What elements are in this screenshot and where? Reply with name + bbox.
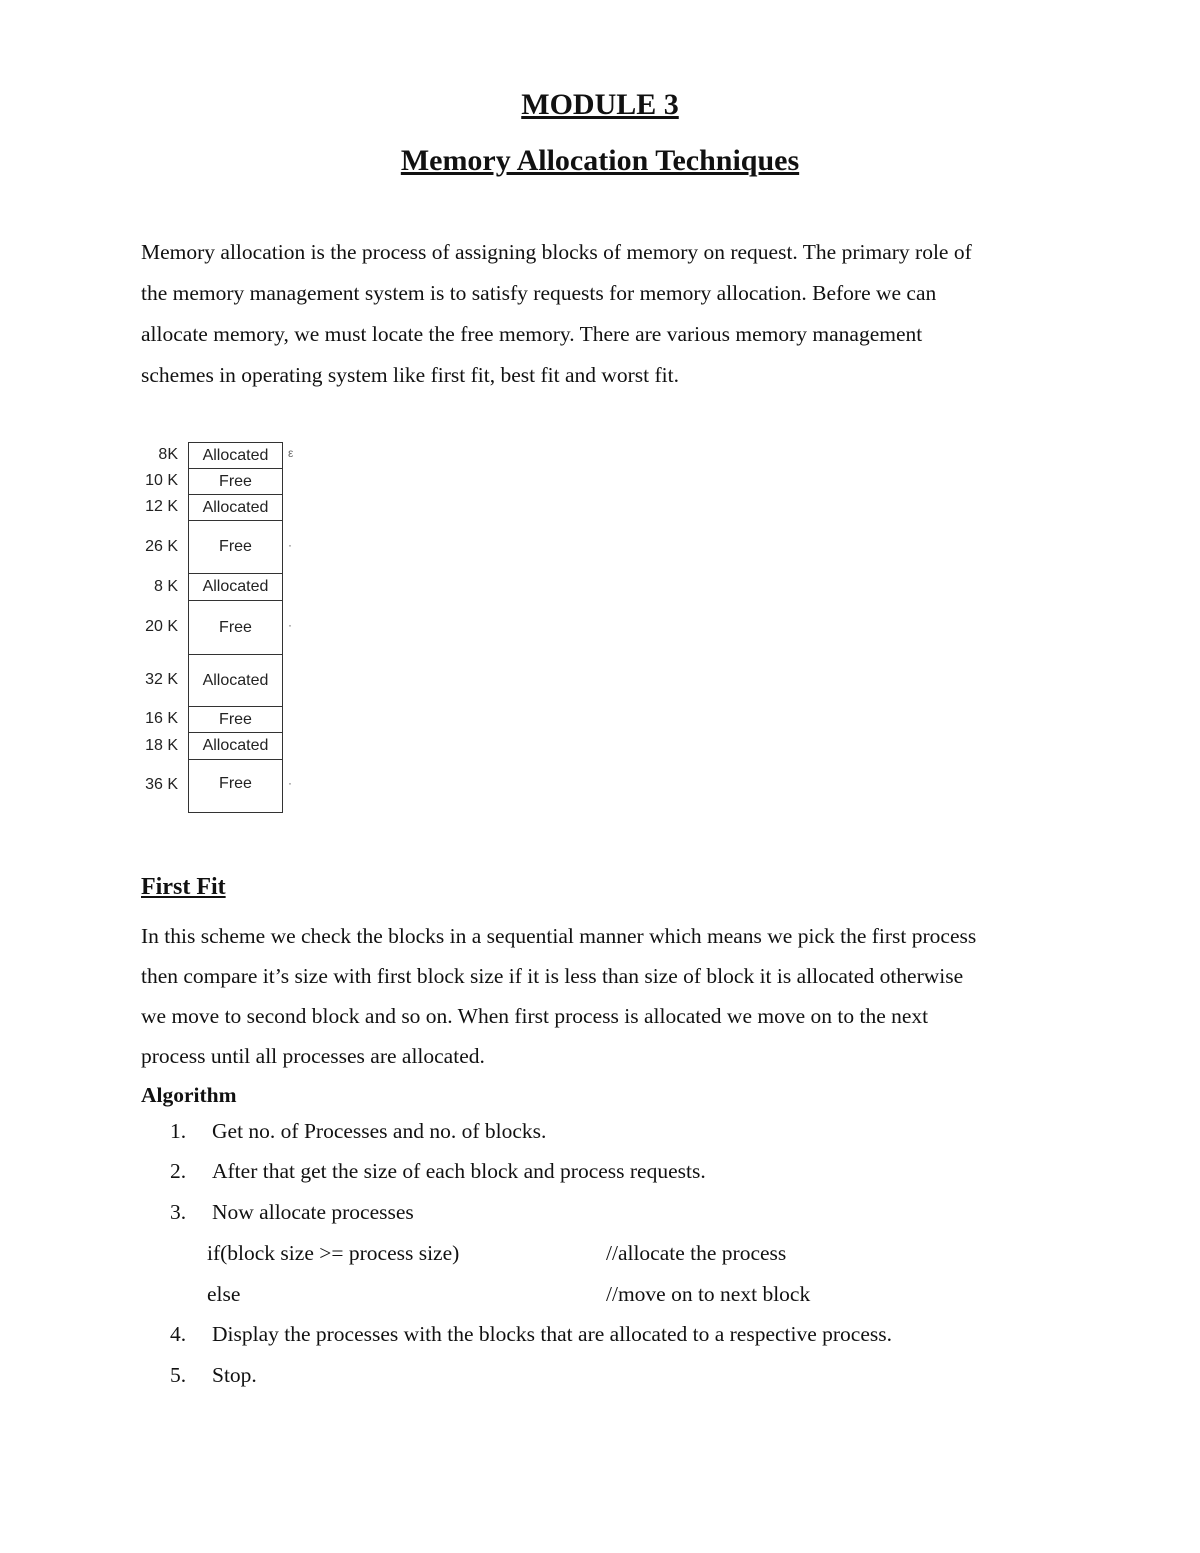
block-size: 16 K [145, 710, 178, 727]
memory-block [140, 468, 310, 495]
code-statement: else [207, 1282, 241, 1306]
block-size: 36 K [145, 776, 178, 793]
step-text: After that get the size of each block and process requests. [212, 1159, 706, 1183]
page-title: Memory Allocation Techniques [400, 144, 800, 177]
memory-diagram [140, 442, 310, 814]
paragraph-line: we move to second block and so on. When first process is allocated we move on to the next [141, 1004, 929, 1028]
step-text: Get no. of Processes and no. of blocks. [212, 1119, 547, 1143]
step-text: Stop. [212, 1363, 257, 1387]
step-number: 3. [170, 1200, 187, 1224]
memory-block [140, 706, 310, 733]
block-status: Free [188, 520, 283, 574]
block-size: 10 K [145, 472, 178, 489]
code-statement: if(block size >= process size) [207, 1241, 460, 1265]
algorithm-heading: Algorithm [141, 1083, 237, 1107]
block-size: 20 K [145, 618, 178, 635]
intro-paragraph [141, 232, 1071, 396]
step-number: 5. [170, 1363, 187, 1387]
intro-line: allocate memory, we must locate the free memory. There are various memory management [141, 322, 923, 346]
intro-line: the memory management system is to satisfy requests for memory allocation. Before we can [141, 281, 937, 305]
block-status: Free [188, 468, 283, 495]
memory-block [140, 600, 310, 655]
block-size: 32 K [145, 671, 178, 688]
block-status: Allocated [188, 654, 283, 707]
block-status: Allocated [188, 732, 283, 760]
block-status: Free [188, 759, 283, 813]
block-status: Allocated [188, 573, 283, 601]
block-size: 8 K [153, 578, 178, 595]
module-heading: MODULE 3 [521, 88, 679, 121]
paragraph-line: In this scheme we check the blocks in a sequential manner which means we pick the first process [141, 924, 977, 948]
paragraph-line: then compare it’s size with first block size if it is less than size of block it is allocated otherwise [141, 964, 964, 988]
paragraph-line: process until all processes are allocated. [141, 1044, 485, 1068]
block-size: 8K [158, 446, 178, 463]
block-mark: ε [288, 446, 294, 460]
block-status: Allocated [188, 442, 283, 469]
first-fit-paragraph [141, 916, 1081, 1076]
step-number: 2. [170, 1159, 187, 1183]
block-size: 18 K [145, 737, 178, 754]
step-text: Display the processes with the blocks that are allocated to a respective process. [212, 1322, 893, 1346]
code-comment: //allocate the process [606, 1241, 787, 1265]
block-status: Allocated [188, 494, 283, 521]
step-text: Now allocate processes [212, 1200, 414, 1224]
step-number: 4. [170, 1322, 187, 1346]
memory-block [140, 520, 310, 574]
memory-block [140, 442, 310, 469]
intro-line: schemes in operating system like first fit, best fit and worst fit. [141, 363, 679, 387]
code-comment: //move on to next block [606, 1282, 811, 1306]
step-number: 1. [170, 1119, 187, 1143]
memory-block [140, 759, 310, 813]
block-status: Free [188, 706, 283, 733]
block-size: 26 K [145, 538, 178, 555]
block-mark: · [288, 776, 292, 790]
block-size: 12 K [145, 498, 178, 515]
intro-line: Memory allocation is the process of assigning blocks of memory on request. The primary role of [141, 240, 972, 264]
memory-block [140, 654, 310, 707]
memory-block [140, 732, 310, 760]
first-fit-heading: First Fit [141, 874, 226, 900]
block-status: Free [188, 600, 283, 655]
block-mark: · [288, 618, 292, 632]
block-mark: · [288, 538, 292, 552]
memory-block [140, 494, 310, 521]
memory-block [140, 573, 310, 601]
